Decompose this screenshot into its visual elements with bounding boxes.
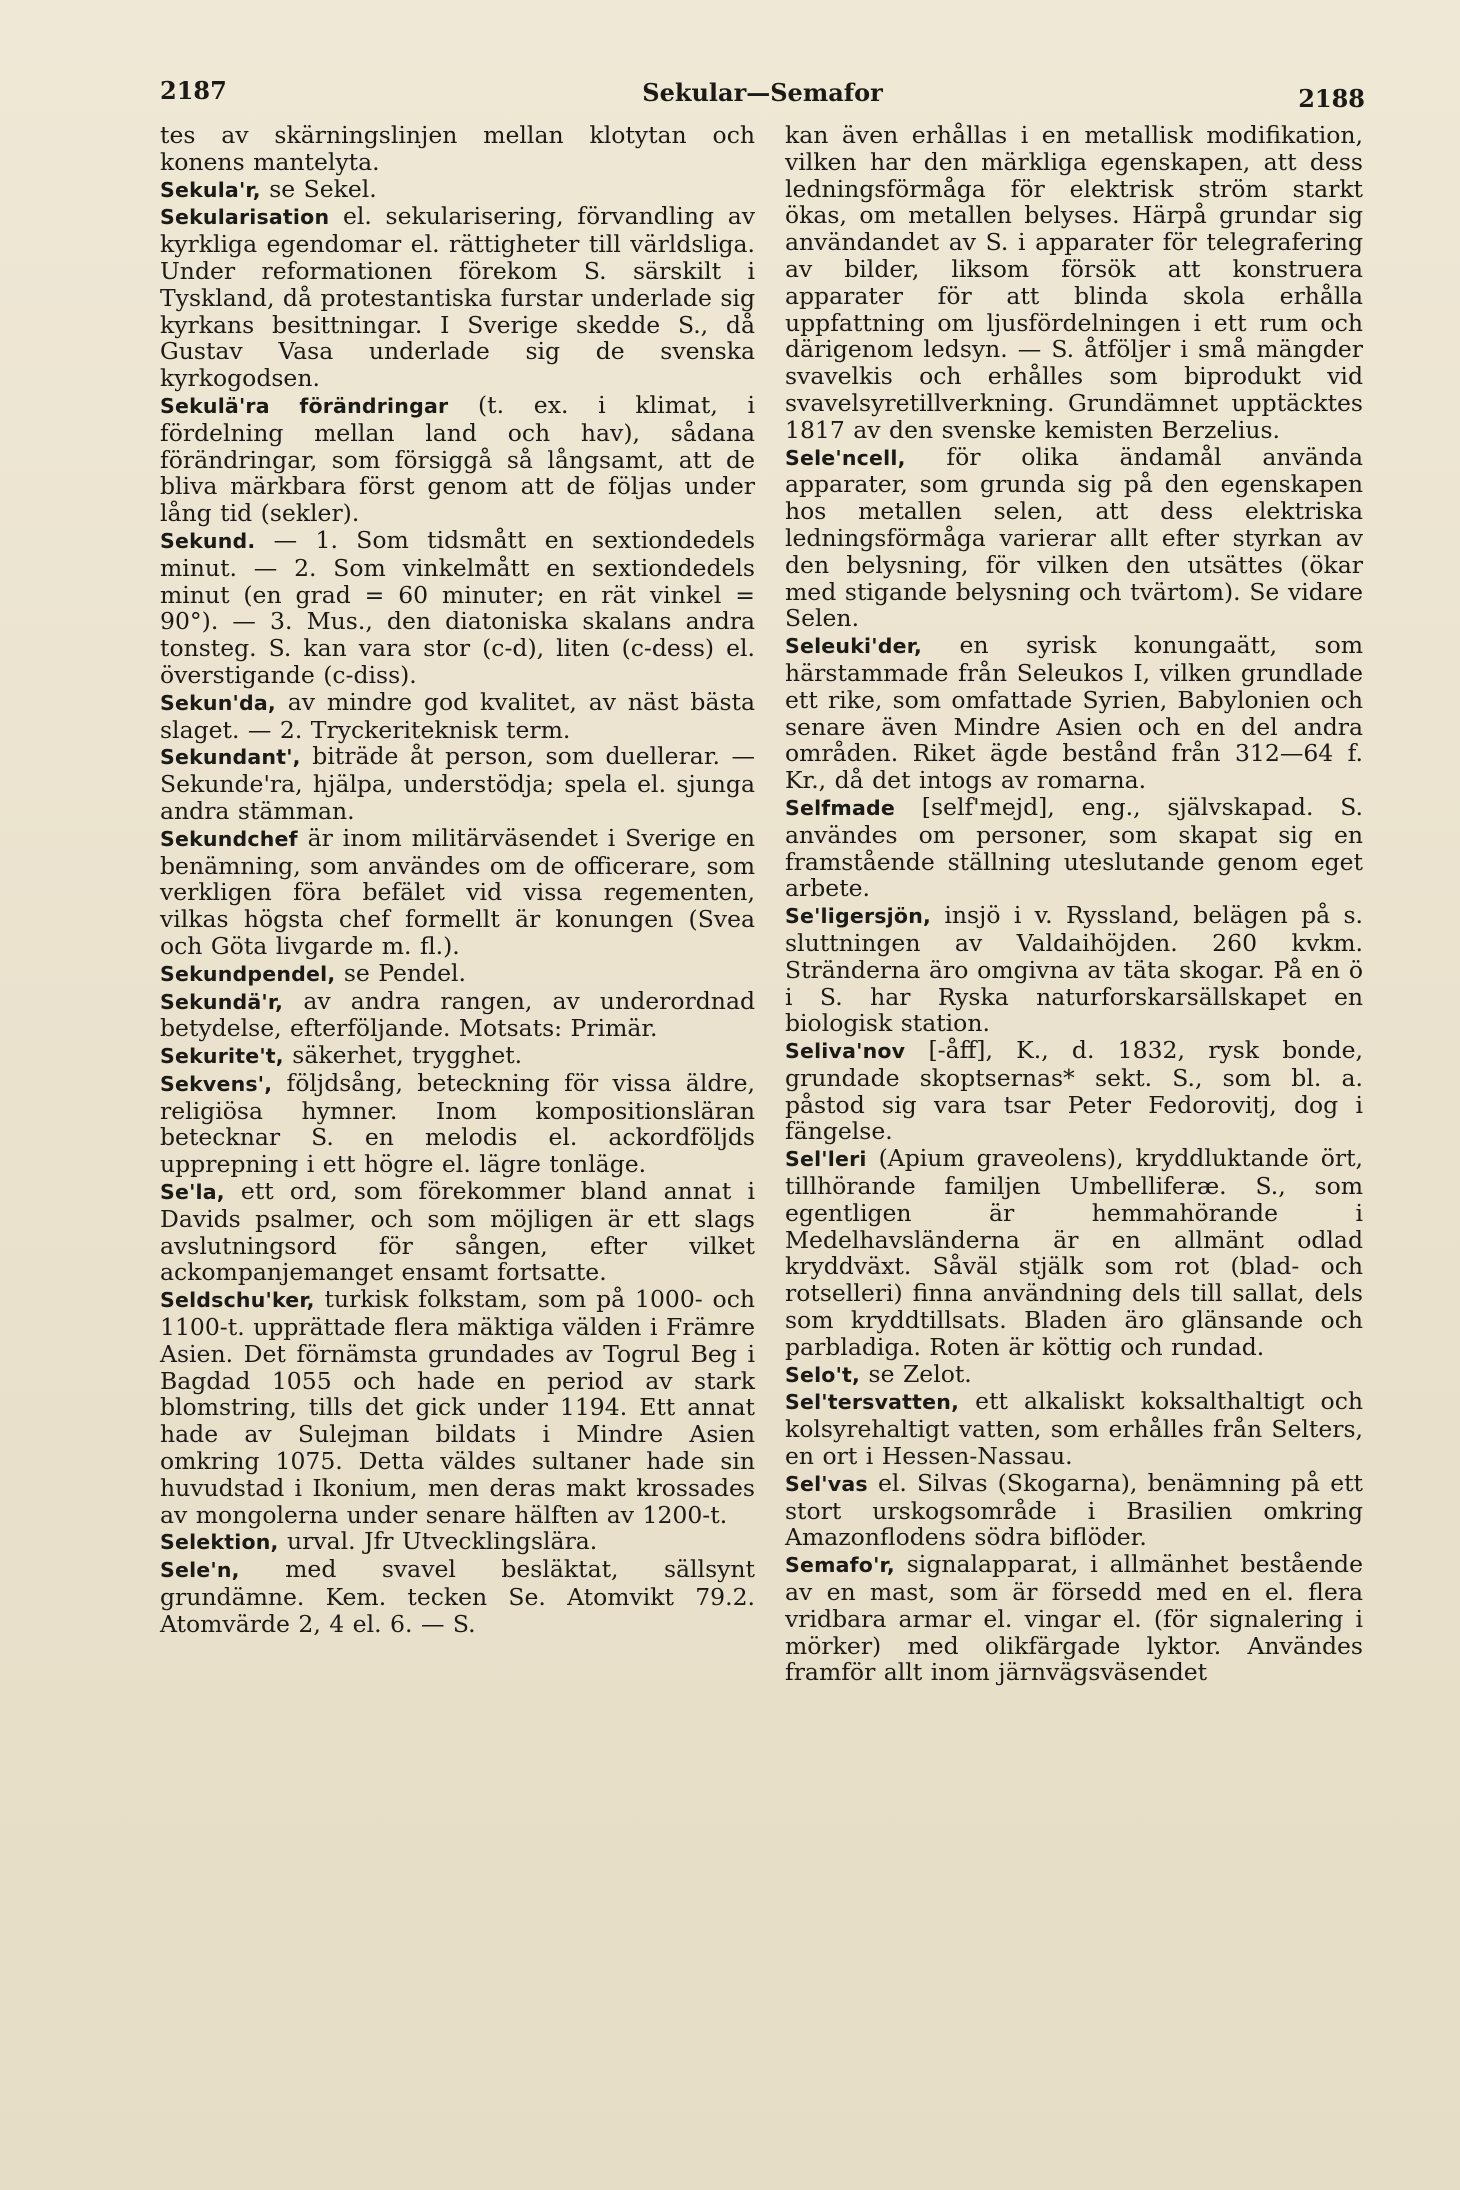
entry-text: se Zelot. — [860, 1359, 972, 1388]
entry-headword: Sekun'da, — [160, 690, 276, 715]
entry-headword: Selfmade — [785, 795, 895, 820]
entry-text: — 1. Som tidsmått en sextiondedels minut. — 2. Som vinkelmått en sextiondedels minut (en grad = 60 minuter; en rät vinkel = 90°). — 3. Mus., den diatoniska skalans andra tonsteg. S. kan vara stor (c-d), liten (c-dess) el. överstigande (c-diss). — [160, 525, 755, 689]
page-number-left: 2187 — [160, 76, 227, 105]
entry-headword: Sel'tersvatten, — [785, 1390, 960, 1415]
entry-headword: Selo't, — [785, 1362, 861, 1387]
dictionary-entry — [160, 743, 755, 824]
entry-headword: Se'ligersjön, — [785, 904, 931, 929]
entry-headword: Sekundpendel, — [160, 961, 336, 986]
entry-headword: Sel'vas — [785, 1471, 868, 1496]
entry-headword: Seldschu'ker, — [160, 1288, 315, 1313]
entry-text: med svavel besläktat, sällsynt grundämne. Kem. tecken Se. Atomvikt 79.2. Atomvärde 2, 4 el. 6. — S. — [160, 1555, 755, 1638]
dictionary-entry — [785, 1145, 1363, 1360]
dictionary-entry — [160, 988, 755, 1043]
dictionary-entry — [160, 203, 755, 392]
dictionary-entry — [785, 794, 1363, 902]
entry-text: av andra rangen, av underordnad betydelse, efterföljande. Motsats: Primär. — [160, 986, 755, 1043]
entry-headword: Seleuki'der, — [785, 634, 922, 659]
entry-headword: Se'la, — [160, 1180, 225, 1205]
dictionary-entry — [785, 1037, 1363, 1145]
entry-text: en syrisk konungaätt, som härstammade från Seleukos I, vilken grundlade ett rike, som omfattade Syrien, Babylonien och senare även Mindre Asien och en del andra områden. Riket ägde bestånd från 312—64 f. Kr., då det intogs av romarna. — [785, 631, 1363, 795]
page-header — [160, 70, 1365, 113]
dictionary-entry — [785, 1470, 1363, 1551]
entry-text: urval. Jfr Utvecklingslära. — [278, 1527, 598, 1556]
entry-text: el. Silvas (Skogarna), benämning på ett stort urskogsområde i Brasilien omkring Amazonflodens södra biflöder. — [785, 1468, 1363, 1552]
entry-headword: Sekundä'r, — [160, 989, 284, 1014]
page-number-right: 2188 — [1298, 84, 1365, 113]
dictionary-entry — [785, 902, 1363, 1037]
entry-text: följdsång, beteckning för vissa äldre, religiösa hymner. Inom kompositionsläran betecknar S. en melodis el. ackordföljds upprepning i ett högre el. lägre tonläge. — [160, 1068, 755, 1179]
entry-text: av mindre god kvalitet, av näst bästa slaget. — 2. Tryckeriteknisk term. — [160, 687, 755, 744]
dictionary-entry — [160, 122, 755, 176]
entry-text: tes av skärningslinjen mellan klotytan och konens mantelyta. — [160, 121, 755, 176]
entry-headword: Sekulä'ra förändringar — [160, 393, 449, 418]
entry-text: el. sekularisering, förvandling av kyrkliga egendomar el. rättigheter till världsliga. Under reformationen förekom S. särskilt i Tyskland, då protestantiska furstar underlade sig kyrkans besittningar. I Sverige skedde S., då Gustav Vasa underlade sig de svenska kyrkogodsen. — [160, 202, 755, 393]
dictionary-entry — [160, 1042, 755, 1070]
entry-text: biträde åt person, som duellerar. — Sekunde'ra, hjälpa, understödja; spela el. sjunga andra stämman. — [160, 742, 755, 825]
running-title: Sekular—Semafor — [642, 78, 883, 107]
entry-text: [self'mejd], eng., självskapad. S. användes om personer, som skapat sig en framstående ställning uteslutande genom eget arbete. — [785, 792, 1363, 903]
entry-text: [-åff], K., d. 1832, rysk bonde, grundade skoptsernas* sekt. S., som bl. a. påstod sig vara tsar Peter Fedorovitj, dog i fängelse. — [785, 1036, 1363, 1146]
dictionary-entry — [785, 444, 1363, 633]
left-column — [160, 122, 755, 1638]
entry-text: se Sekel. — [260, 174, 377, 203]
entry-text: är inom militärväsendet i Sverige en benämning, som användes om de officerare, som verkligen föra befälet vid vissa regementen, vilkas högsta chef formellt är konungen (Svea och Göta livgarde m. fl.). — [160, 823, 755, 960]
entry-headword: Sekund. — [160, 528, 256, 553]
dictionary-entry — [785, 1551, 1363, 1686]
entry-headword: Sekula'r, — [160, 177, 261, 202]
dictionary-entry — [160, 1528, 755, 1556]
entry-text: signalapparat, i allmänhet bestående av en mast, som är försedd med en el. flera vridbara armar el. vingar el. (för signalering i mörker) med olikfärgade lyktor. Användes framför allt inom järnvägsväsendet — [785, 1550, 1363, 1687]
dictionary-entry — [160, 960, 755, 988]
dictionary-entry — [160, 392, 755, 527]
entry-headword: Sele'n, — [160, 1558, 240, 1583]
entry-headword: Sekundchef — [160, 826, 298, 851]
entry-headword: Sekularisation — [160, 205, 330, 230]
entry-headword: Semafo'r, — [785, 1553, 895, 1578]
dictionary-entry — [160, 1286, 755, 1528]
entry-text: för olika ändamål använda apparater, som grunda sig på den egenskapen hos metallen selen, att dess elektriska ledningsförmåga varierar allt efter styrkan av den belysning, för vilken den utsättes (ökar med stigande belysning och tvärtom). Se vidare Selen. — [785, 442, 1363, 633]
dictionary-entry — [160, 1070, 755, 1178]
entry-text: insjö i v. Ryssland, belägen på s. sluttningen av Valdaihöjden. 260 kvkm. Stränderna äro omgivna av täta skogar. På en ö i S. har Ryska naturforskarsällskapet en biologisk station. — [785, 901, 1363, 1038]
entry-text: (t. ex. i klimat, i fördelning mellan land och hav), sådana förändringar, som försiggå så långsamt, att de bliva märkbara först genom att de följas under lång tid (sekler). — [160, 390, 756, 528]
entry-headword: Selektion, — [160, 1530, 279, 1555]
dictionary-entry — [785, 1361, 1363, 1389]
entry-text: (Apium graveolens), kryddluktande ört, tillhörande familjen Umbelliferæ. S., som egentligen är hemmahörande i Medelhavsländerna är en allmänt odlad kryddväxt. Såväl stjälk som rot (blad- och rotselleri) finna användning dels till sallat, dels som kryddtillsats. Bladen äro glänsande och parbladiga. Roten är köttig och rundad. — [785, 1144, 1363, 1361]
dictionary-entry — [160, 1178, 755, 1286]
dictionary-entry — [785, 122, 1363, 444]
entry-text: ett ord, som förekommer bland annat i Davids psalmer, och som möjligen är ett slags avslutningsord för sången, efter vilket ackompanjemanget ensamt fortsatte. — [160, 1177, 755, 1287]
dictionary-entry — [785, 1388, 1363, 1469]
dictionary-entry — [160, 176, 755, 204]
entry-headword: Seliva'nov — [785, 1039, 906, 1064]
entry-text: kan även erhållas i en metallisk modifikation, vilken har den märkliga egenskapen, att dess ledningsförmåga för elektrisk ström starkt ökas, om metallen belyses. Härpå grundar sig användandet av S. i apparater för telegrafering av bilder, liksom försök att konstruera apparater för att blinda skola erhålla uppfattning om ljusfördelningen i ett rum och därigenom ledsyn. — S. åtföljer i små mängder svavelkis och erhålles som biprodukt vid svavelsyretillverkning. Grundämnet upptäcktes 1817 av den svenske kemisten Berzelius. — [785, 121, 1363, 444]
entry-headword: Sekvens', — [160, 1071, 273, 1096]
entry-headword: Sel'leri — [785, 1147, 867, 1172]
entry-text: ett alkaliskt koksalthaltigt och kolsyrehaltigt vatten, som erhålles från Selters, en ort i Hessen-Nassau. — [785, 1387, 1363, 1471]
entry-headword: Sekurite't, — [160, 1044, 284, 1069]
entry-text: turkisk folkstam, som på 1000- och 1100-t. upprättade flera mäktiga välden i Främre Asien. Det förnämsta grundades av Togrul Beg i Bagdad 1055 och hade en period av stark blomstring, tills det gick under 1194. Ett annat hade av Sulejman bildats i Mindre Asien omkring 1075. Detta väldes sultaner hade sin huvudstad i Ikonium, men deras makt krossades av mongolerna under senare hälften av 1200-t. — [160, 1285, 755, 1529]
entry-text: se Pendel. — [335, 958, 466, 987]
entry-headword: Sele'ncell, — [785, 445, 906, 470]
right-column — [785, 122, 1363, 1686]
dictionary-entry — [160, 825, 755, 960]
dictionary-entry — [785, 632, 1363, 794]
dictionary-entry — [160, 689, 755, 744]
dictionary-entry — [160, 527, 755, 689]
entry-text: säkerhet, trygghet. — [283, 1041, 523, 1070]
dictionary-entry — [160, 1556, 755, 1637]
entry-headword: Sekundant', — [160, 745, 301, 770]
